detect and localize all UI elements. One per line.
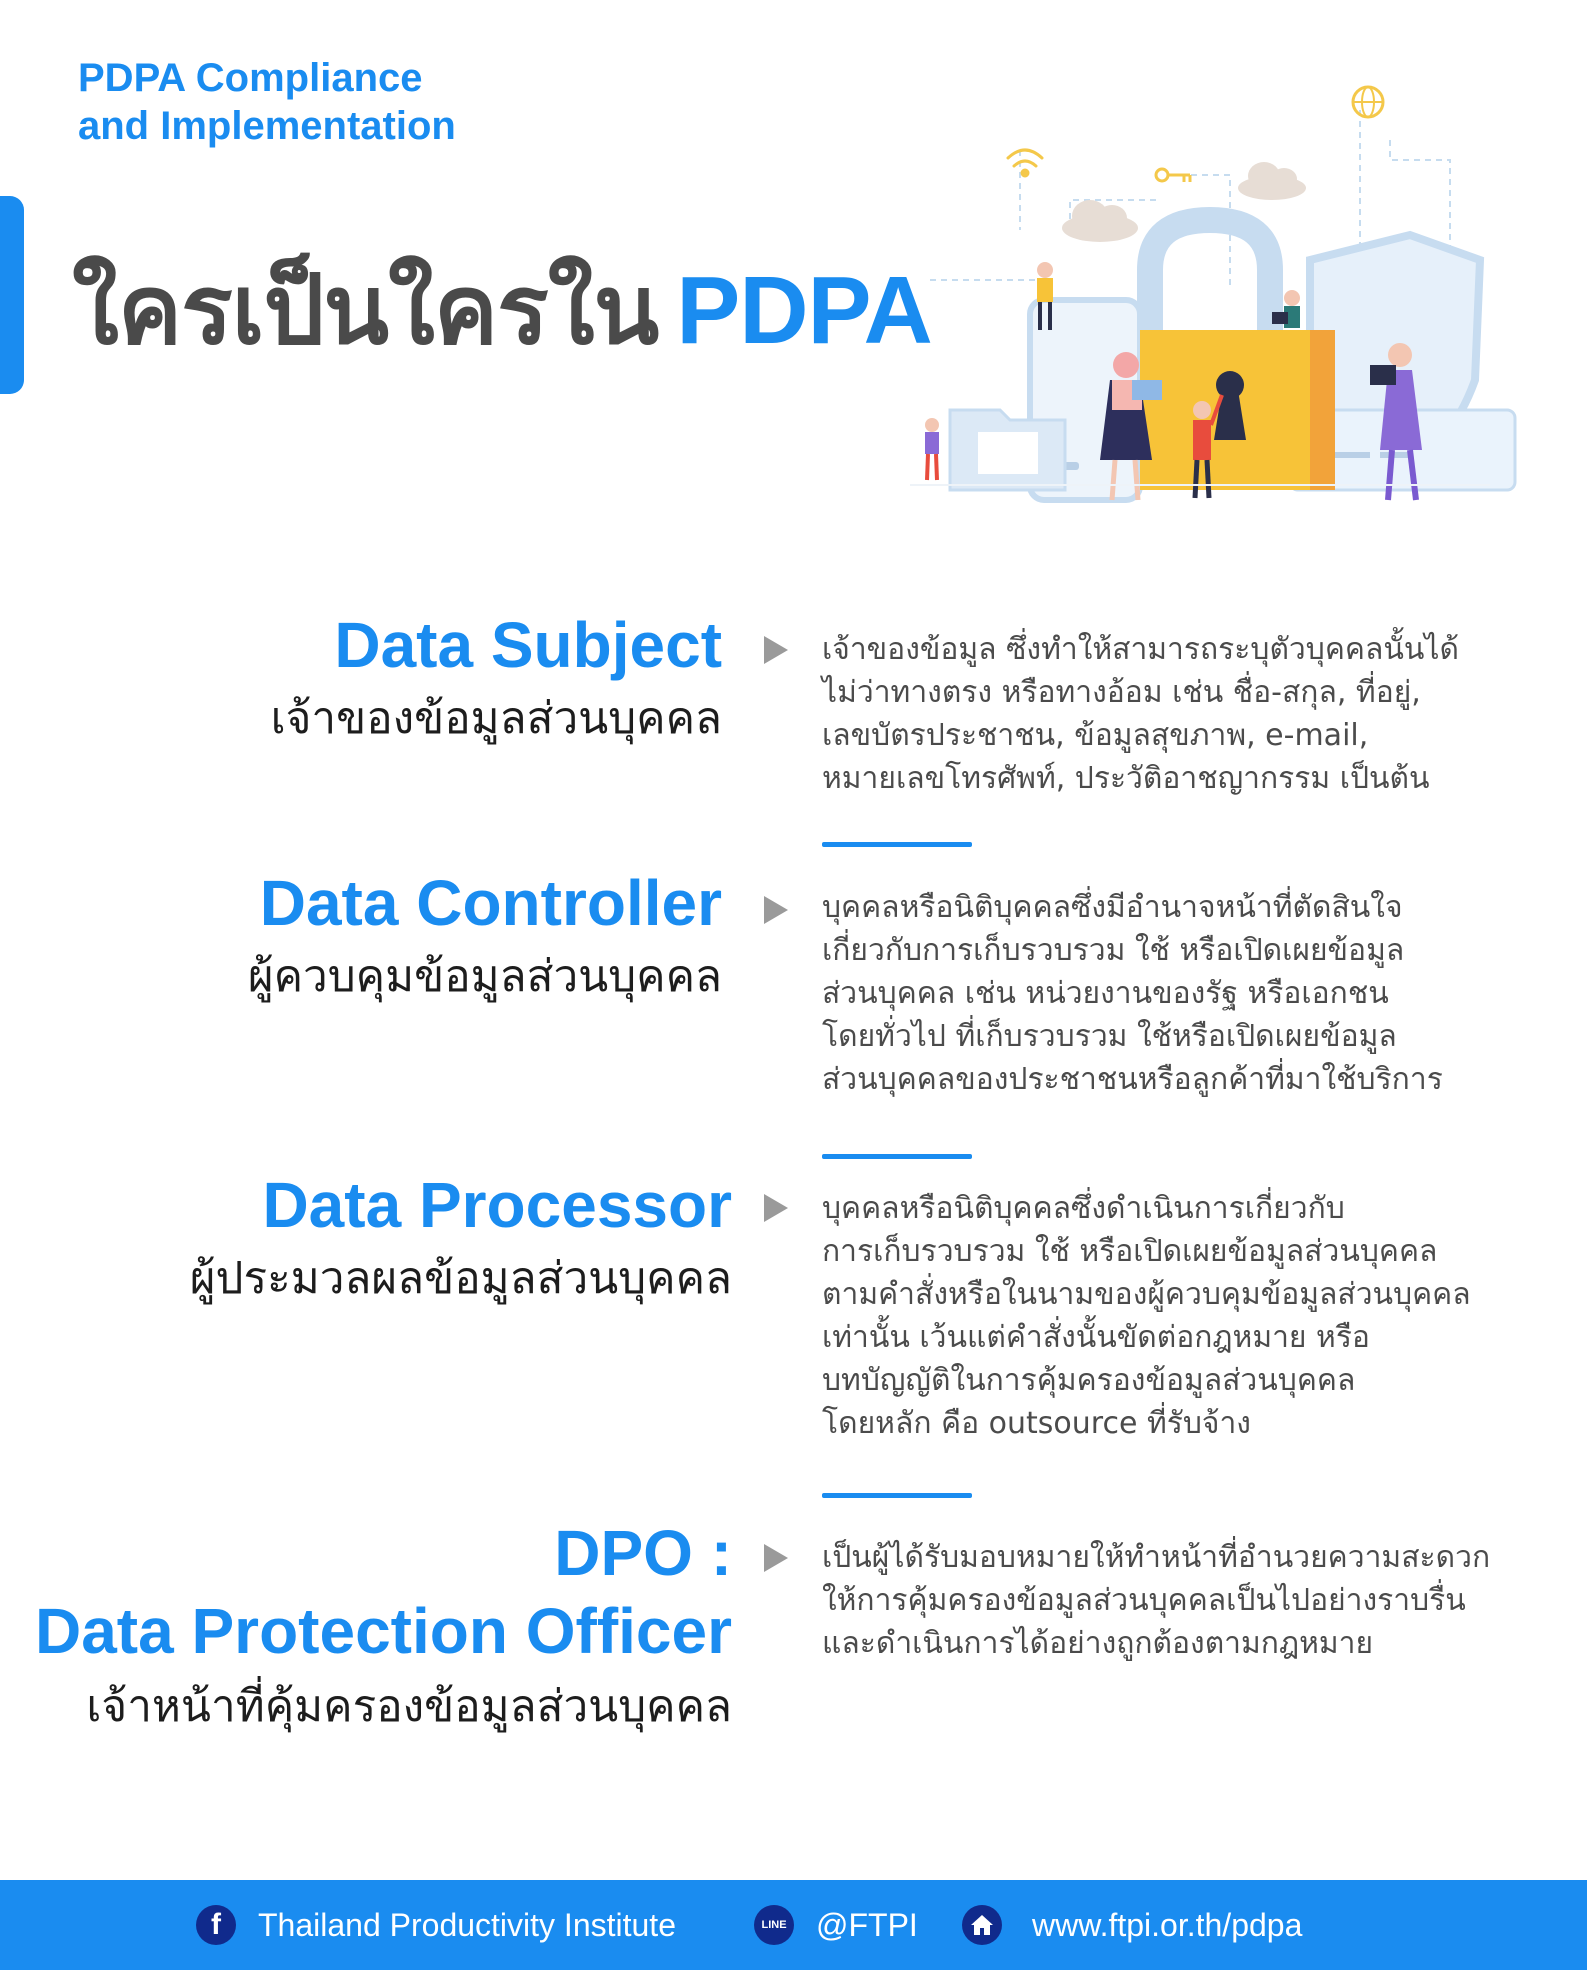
padlock-icon xyxy=(1140,220,1335,490)
entry-title-en: Data Protection Officer xyxy=(34,1595,732,1667)
description-line: เท่านั้น เว้นแต่คำสั่งนั้นขัดต่อกฎหมาย หรือ xyxy=(822,1320,1370,1355)
description-line: การเก็บรวบรวม ใช้ หรือเปิดเผยข้อมูลส่วนบุคคล xyxy=(822,1234,1438,1269)
description-line: เป็นผู้ได้รับมอบหมายให้ทำหน้าที่อำนวยความสะดวก xyxy=(822,1540,1491,1575)
entry-data-controller-heading xyxy=(248,864,722,1012)
description-line: ตามคำสั่งหรือในนามของผู้ควบคุมข้อมูลส่วนบุคคล xyxy=(822,1277,1471,1312)
footer-website-link[interactable] xyxy=(962,1880,1302,1970)
entry-dpo-description xyxy=(822,1536,1542,1665)
description-line: ไม่ว่าทางตรง หรือทางอ้อม เช่น ชื่อ-สกุล, ที่อยู่, xyxy=(822,675,1421,710)
folder-icon xyxy=(950,410,1065,490)
section-divider xyxy=(822,842,972,847)
description-line: โดยหลัก คือ outsource ที่รับจ้าง xyxy=(822,1406,1251,1441)
facebook-icon: f xyxy=(196,1905,236,1945)
brand-title xyxy=(78,54,456,150)
brand-line-2: and Implementation xyxy=(78,104,456,148)
key-icon xyxy=(1156,169,1190,182)
arrow-right-icon xyxy=(764,896,788,924)
footer-bar xyxy=(0,1880,1587,1970)
home-icon xyxy=(962,1905,1002,1945)
brand-line-1: PDPA Compliance xyxy=(78,56,423,100)
entry-data-subject-description xyxy=(822,628,1542,800)
entry-title-th: เจ้าหน้าที่คุ้มครองข้อมูลส่วนบุคคล xyxy=(86,1681,732,1732)
footer-facebook-link[interactable] xyxy=(196,1880,676,1970)
page-title xyxy=(72,250,932,371)
description-line: โดยทั่วไป ที่เก็บรวบรวม ใช้หรือเปิดเผยข้อมูล xyxy=(822,1019,1397,1054)
footer-website-label: www.ftpi.or.th/pdpa xyxy=(1032,1906,1303,1943)
description-line: เลขบัตรประชาชน, ข้อมูลสุขภาพ, e-mail, xyxy=(822,718,1369,753)
description-line: บทบัญญัติในการคุ้มครองข้อมูลส่วนบุคคล xyxy=(822,1363,1356,1398)
entry-data-subject-heading xyxy=(271,606,722,754)
description-line: บุคคลหรือนิติบุคคลซึ่งมีอำนาจหน้าที่ตัดสินใจ xyxy=(822,890,1403,925)
entry-dpo-heading xyxy=(35,1514,732,1742)
description-line: เกี่ยวกับการเก็บรวบรวม ใช้ หรือเปิดเผยข้อมูล xyxy=(822,933,1405,968)
arrow-right-icon xyxy=(764,636,788,664)
footer-line-link[interactable] xyxy=(754,1880,918,1970)
section-divider xyxy=(822,1493,972,1498)
description-line: และดำเนินการได้อย่างถูกต้องตามกฎหมาย xyxy=(822,1626,1374,1661)
description-line: ส่วนบุคคล เช่น หน่วยงานของรัฐ หรือเอกชน xyxy=(822,976,1389,1011)
section-divider xyxy=(822,1154,972,1159)
entry-data-processor-heading xyxy=(190,1166,732,1314)
page-title-accent: PDPA xyxy=(676,257,932,364)
description-line: ส่วนบุคคลของประชาชนหรือลูกค้าที่มาใช้บริการ xyxy=(822,1062,1443,1097)
footer-facebook-label: Thailand Productivity Institute xyxy=(258,1906,676,1943)
entry-data-controller-description xyxy=(822,886,1542,1101)
wifi-icon xyxy=(1008,150,1042,176)
page-title-thai: ใครเป็นใครใน xyxy=(72,254,659,366)
security-illustration xyxy=(890,80,1530,510)
entry-title-th: ผู้ประมวลผลข้อมูลส่วนบุคคล xyxy=(189,1253,732,1304)
description-line: หมายเลขโทรศัพท์, ประวัติอาชญากรรม เป็นต้น xyxy=(822,761,1430,796)
entry-title-th: ผู้ควบคุมข้อมูลส่วนบุคคล xyxy=(247,951,722,1002)
globe-icon xyxy=(1353,87,1383,117)
arrow-right-icon xyxy=(764,1194,788,1222)
entry-title-en: Data Controller xyxy=(259,867,722,939)
footer-line-label: @FTPI xyxy=(816,1906,918,1943)
side-accent-bar xyxy=(0,196,24,394)
entry-title-en-abbrev: DPO : xyxy=(554,1517,732,1589)
description-line: เจ้าของข้อมูล ซึ่งทำให้สามารถระบุตัวบุคคลนั้นได้ xyxy=(822,632,1459,667)
line-icon: LINE xyxy=(754,1905,794,1945)
entry-title-en: Data Processor xyxy=(262,1169,732,1241)
person-figure-small-left xyxy=(925,418,939,480)
description-line: บุคคลหรือนิติบุคคลซึ่งดำเนินการเกี่ยวกับ xyxy=(822,1191,1345,1226)
arrow-right-icon xyxy=(764,1544,788,1572)
entry-data-processor-description xyxy=(822,1187,1542,1445)
description-line: ให้การคุ้มครองข้อมูลส่วนบุคคลเป็นไปอย่างราบรื่น xyxy=(822,1583,1466,1618)
entry-title-th: เจ้าของข้อมูลส่วนบุคคล xyxy=(270,693,722,744)
entry-title-en: Data Subject xyxy=(334,609,722,681)
